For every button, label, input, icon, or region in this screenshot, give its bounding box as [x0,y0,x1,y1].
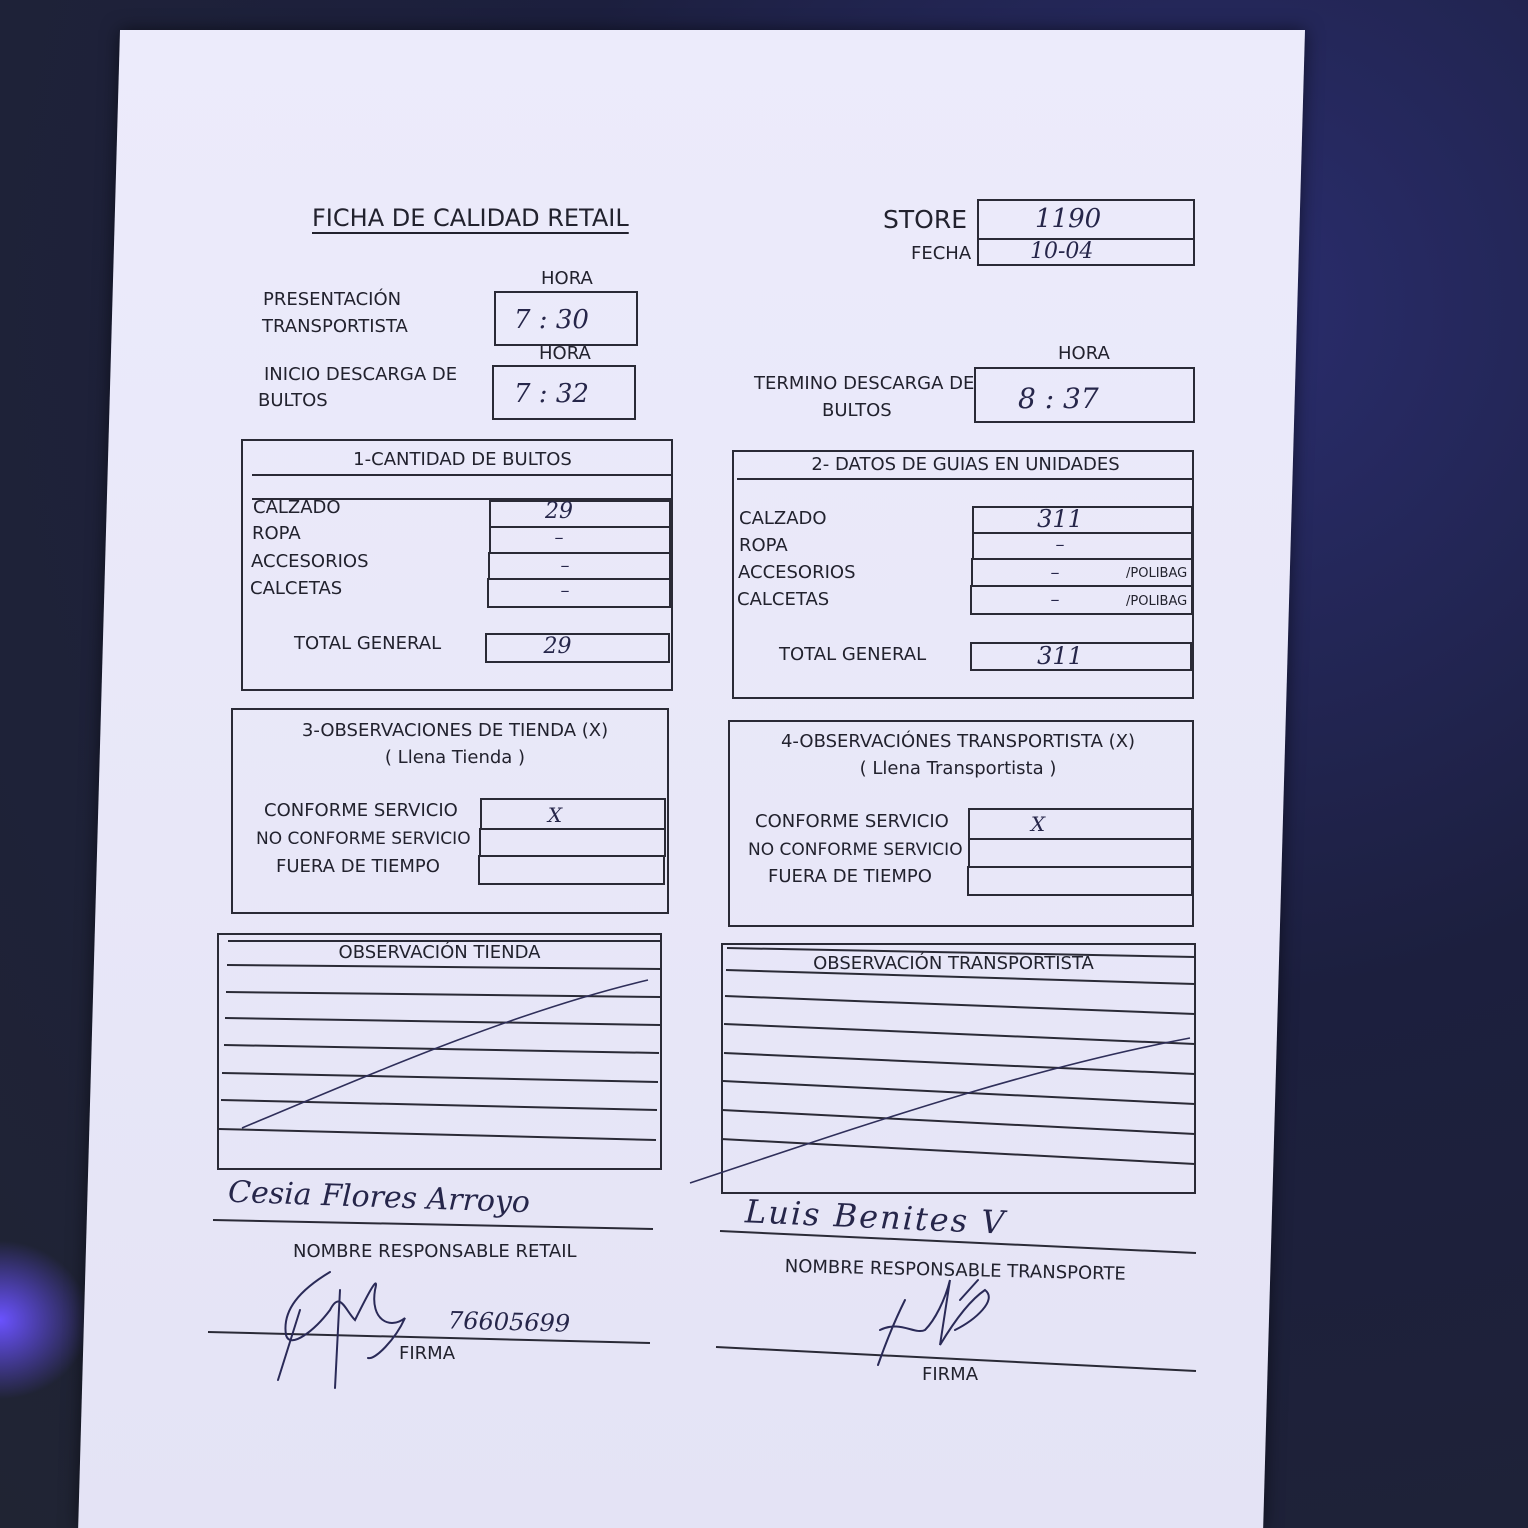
s1-label-accesorios: ACCESORIOS [251,551,369,572]
s2-suffix-accesorios: /POLIBAG [1126,566,1188,581]
hora-label-2: HORA [539,343,591,364]
s4-label-no-conforme: NO CONFORME SERVICIO [748,840,963,860]
transport-name-handwritten: Luis Benites V [744,1192,1008,1242]
store-value: 1190 [1035,204,1102,234]
obs-tienda-line [227,965,661,969]
s2-total-value: 311 [1037,642,1083,670]
s1-total-label: TOTAL GENERAL [294,633,442,654]
section3-header: 3-OBSERVACIONES DE TIENDA (X) [301,720,609,741]
retail-firma-line [208,1332,650,1343]
obs-tienda-line [222,1073,658,1082]
s2-total-label: TOTAL GENERAL [779,644,927,665]
s2-value-ropa: – [1055,534,1065,555]
s1-value-calcetas: – [560,580,570,601]
presentacion-value: 7 : 30 [514,305,589,335]
presentacion-label-2: TRANSPORTISTA [262,316,408,337]
presentacion-label-1: PRESENTACIÓN [263,289,402,310]
obs-transportista-line [727,948,1195,957]
s3-label-fuera: FUERA DE TIEMPO [276,856,440,877]
s1-value-accesorios: – [560,555,570,576]
s2-suffix-calcetas: /POLIBAG [1126,594,1188,609]
section3-sub: ( Llena Tienda ) [384,747,526,768]
hora-label-1: HORA [541,268,593,289]
retail-name-handwritten: Cesia Flores Arroyo [227,1174,531,1221]
obs-tienda-header: OBSERVACIÓN TIENDA [338,942,541,963]
section1-header: 1-CANTIDAD DE BULTOS [353,449,572,470]
retail-name-label: NOMBRE RESPONSABLE RETAIL [293,1241,577,1262]
retail-firma-label: FIRMA [399,1343,456,1364]
section4-header: 4-OBSERVACIÓNES TRANSPORTISTA (X) [780,731,1136,752]
obs-transportista-header: OBSERVACIÓN TRANSPORTISTA [813,953,1094,974]
inicio-label-2: BULTOS [258,390,328,411]
s3-label-conforme: CONFORME SERVICIO [264,800,458,821]
obs-transportista-line [725,996,1195,1014]
hora-label-3: HORA [1058,343,1110,364]
section2-header: 2- DATOS DE GUIAS EN UNIDADES [811,454,1120,475]
obs-transportista-line [724,1024,1195,1044]
retail-dni-handwritten: 76605699 [447,1306,571,1338]
form-title: FICHA DE CALIDAD RETAIL [312,204,629,232]
obs-transportista-strike [690,1038,1190,1183]
s1-label-calzado: CALZADO [253,497,341,518]
s3-value-conforme: X [547,803,563,827]
s2-label-accesorios: ACCESORIOS [738,562,856,583]
s1-label-ropa: ROPA [252,523,301,544]
obs-transportista-line [721,1139,1195,1164]
fecha-label: FECHA [911,243,972,264]
s1-label-calcetas: CALCETAS [250,578,343,599]
retail-signature-scribble [278,1272,405,1388]
s2-label-ropa: ROPA [739,535,788,556]
s2-value-calcetas: – [1050,589,1060,610]
inicio-label-1: INICIO DESCARGA DE [264,364,458,385]
obs-transportista-line [724,1053,1195,1074]
obs-tienda-line [225,1018,660,1025]
s1-total-value: 29 [543,634,572,659]
obs-transportista-line [723,1081,1195,1104]
s4-label-fuera: FUERA DE TIEMPO [768,866,932,887]
inicio-value: 7 : 32 [514,379,589,409]
s2-label-calzado: CALZADO [739,508,827,529]
termino-label-2: BULTOS [822,400,892,421]
s3-label-no-conforme: NO CONFORME SERVICIO [256,829,471,849]
s1-value-ropa: – [554,527,564,548]
s4-label-conforme: CONFORME SERVICIO [755,811,949,832]
fecha-value: 10-04 [1030,239,1094,264]
s2-value-accesorios: – [1050,562,1060,583]
termino-label-1: TERMINO DESCARGA DE [754,373,975,394]
obs-transportista-line [722,1110,1195,1134]
obs-tienda-line [219,1129,656,1140]
termino-value: 8 : 37 [1018,382,1099,415]
obs-transportista-line [726,970,1195,984]
store-label: STORE [883,205,967,234]
s2-value-calzado: 311 [1037,505,1083,533]
s2-label-calcetas: CALCETAS [737,589,830,610]
retail-name-line [213,1220,653,1229]
transport-signature-scribble [878,1280,989,1365]
transport-firma-label: FIRMA [922,1364,979,1385]
section4-sub: ( Llena Transportista ) [859,758,1057,779]
s1-value-calzado: 29 [545,499,573,524]
transport-name-label: NOMBRE RESPONSABLE TRANSPORTE [784,1256,1126,1285]
s4-value-conforme: X [1030,812,1046,836]
